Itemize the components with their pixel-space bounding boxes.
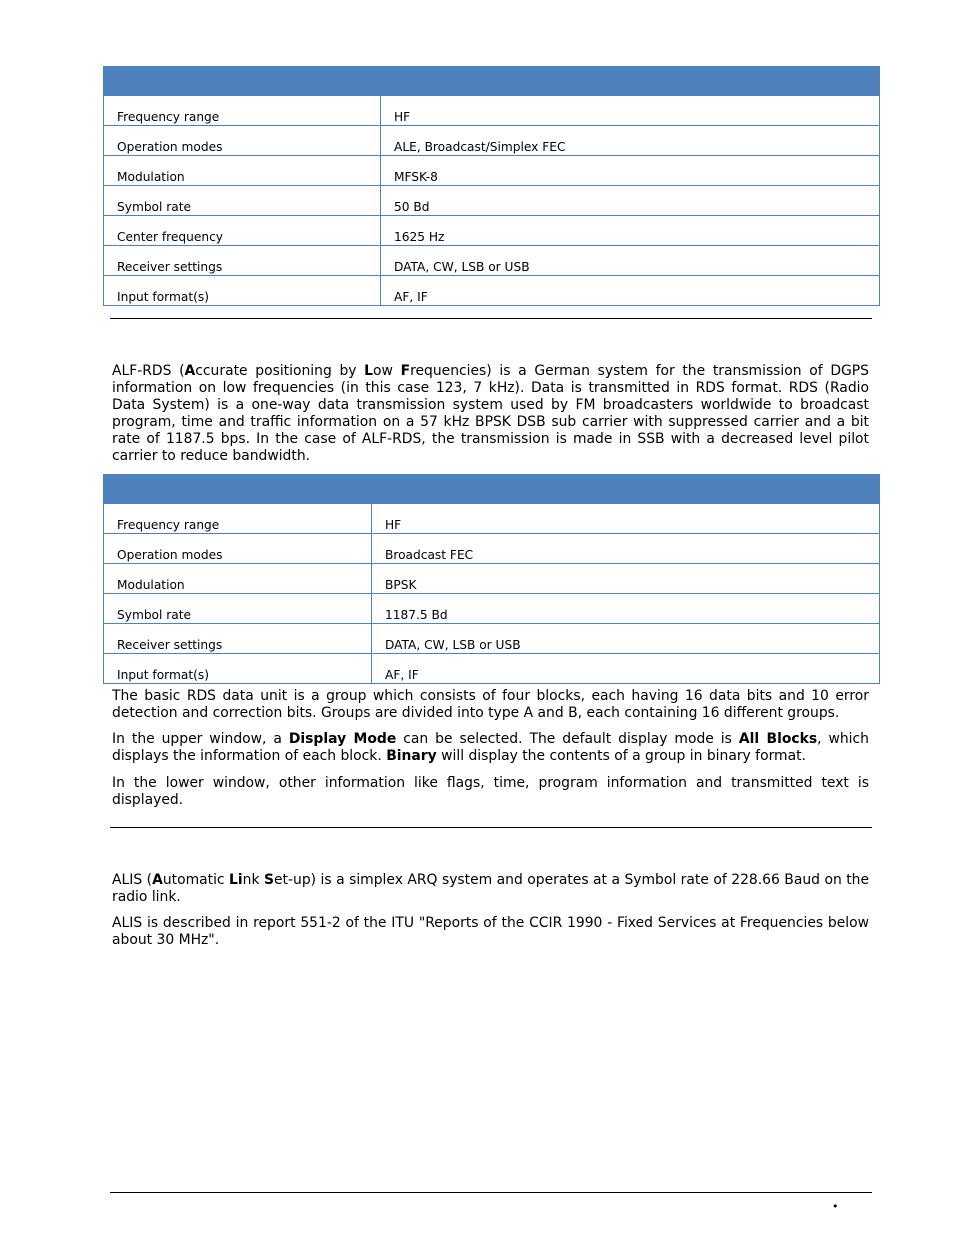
table-header-row [104, 475, 880, 504]
table-cell-value: HF [372, 504, 880, 534]
table-cell-value: MFSK-8 [381, 156, 880, 186]
bold-span: S [264, 872, 275, 888]
table-cell-label: Operation modes [104, 126, 381, 156]
table-cell-label: Frequency range [104, 96, 381, 126]
bold-span: F [400, 363, 411, 379]
table-cell-label: Center frequency [104, 216, 381, 246]
alf-rds-intro [112, 363, 869, 465]
bold-span: Binary [386, 748, 437, 764]
section-divider [110, 318, 872, 319]
table-row [104, 246, 880, 276]
table-cell-label: Input format(s) [104, 276, 381, 306]
table-cell-value: 1625 Hz [381, 216, 880, 246]
table-cell-label: Modulation [104, 156, 381, 186]
table-row [104, 276, 880, 306]
upper-window-paragraph [112, 731, 869, 765]
table-row [104, 594, 880, 624]
text-span: ALF-RDS ( [112, 363, 185, 379]
bold-span: A [184, 363, 196, 379]
table-row [104, 534, 880, 564]
table-cell-label: Input format(s) [104, 654, 372, 684]
table-cell-value: ALE, Broadcast/Simplex FEC [381, 126, 880, 156]
spec-table-2 [103, 474, 880, 684]
alis-intro [112, 872, 869, 906]
table-row [104, 156, 880, 186]
table-cell-value: Broadcast FEC [372, 534, 880, 564]
section-divider [110, 827, 872, 828]
bold-span: Li [229, 872, 243, 888]
table-cell-label: Receiver settings [104, 246, 381, 276]
table-cell-value: HF [381, 96, 880, 126]
footer-divider [110, 1192, 872, 1193]
text-span: ALIS ( [112, 872, 153, 888]
table-cell-value: BPSK [372, 564, 880, 594]
bold-span: Display Mode [288, 731, 397, 747]
table-cell-value: AF, IF [381, 276, 880, 306]
text-span: , which displays the information of each block. [112, 731, 869, 764]
text-span: et-up) is a simplex ARQ system and operates at a Symbol rate of 228.66 Baud on the radio link. [112, 872, 870, 905]
alis-report-paragraph: ALIS is described in report 551-2 of the ITU "Reports of the CCIR 1990 - Fixed Services at Frequencies below about 30 MHz". [112, 915, 869, 948]
table-cell-value: 1187.5 Bd [372, 594, 880, 624]
table-row [104, 126, 880, 156]
table-cell-label: Symbol rate [104, 186, 381, 216]
table-cell-value: AF, IF [372, 654, 880, 684]
text-span: ow [373, 363, 401, 379]
table-cell-label: Frequency range [104, 504, 372, 534]
bold-span: All Blocks [738, 731, 818, 747]
table-cell-value: 50 Bd [381, 186, 880, 216]
text-span: can be selected. The default display mode is [396, 731, 739, 747]
text-span: requencies) is a German system for the transmission of DGPS information on low frequencies (in this case 123, 7 kHz). Data is transmitted in RDS format. RDS (Radio Data System) is a one-way data transmission system used by FM broadcasters worldwide to broadcast program, time and traffic information on a 57 kHz BPSK DSB sub carrier with suppressed carrier and a bit rate of 1187.5 bps. In the case of ALF-RDS, the transmission is made in SSB with a decreased level pilot carrier to reduce bandwidth. [112, 363, 869, 464]
table-cell-value: DATA, CW, LSB or USB [381, 246, 880, 276]
table-row [104, 564, 880, 594]
bold-span: A [152, 872, 163, 888]
table-cell-label: Operation modes [104, 534, 372, 564]
table-cell-label: Receiver settings [104, 624, 372, 654]
table-row [104, 216, 880, 246]
text-span: nk [242, 872, 264, 888]
lower-window-paragraph: In the lower window, other information like flags, time, program information and transmitted text is displayed. [112, 775, 869, 808]
rds-group-paragraph: The basic RDS data unit is a group which consists of four blocks, each having 16 data bits and 10 error detection and correction bits. Groups are divided into type A and B, each containing 16 different groups. [112, 688, 869, 721]
text-span: In the upper window, a [112, 731, 289, 747]
table-row [104, 96, 880, 126]
table-header-row [104, 67, 880, 96]
bold-span: L [364, 363, 374, 379]
footer-bullet: • [832, 1200, 839, 1213]
text-span: utomatic [162, 872, 230, 888]
table-row [104, 186, 880, 216]
table-row [104, 654, 880, 684]
text-span: will display the contents of a group in binary format. [436, 748, 806, 764]
table-row [104, 624, 880, 654]
table-cell-value: DATA, CW, LSB or USB [372, 624, 880, 654]
table-cell-label: Symbol rate [104, 594, 372, 624]
text-span: ccurate positioning by [195, 363, 365, 379]
table-row [104, 504, 880, 534]
table-cell-label: Modulation [104, 564, 372, 594]
spec-table-1 [103, 66, 880, 306]
